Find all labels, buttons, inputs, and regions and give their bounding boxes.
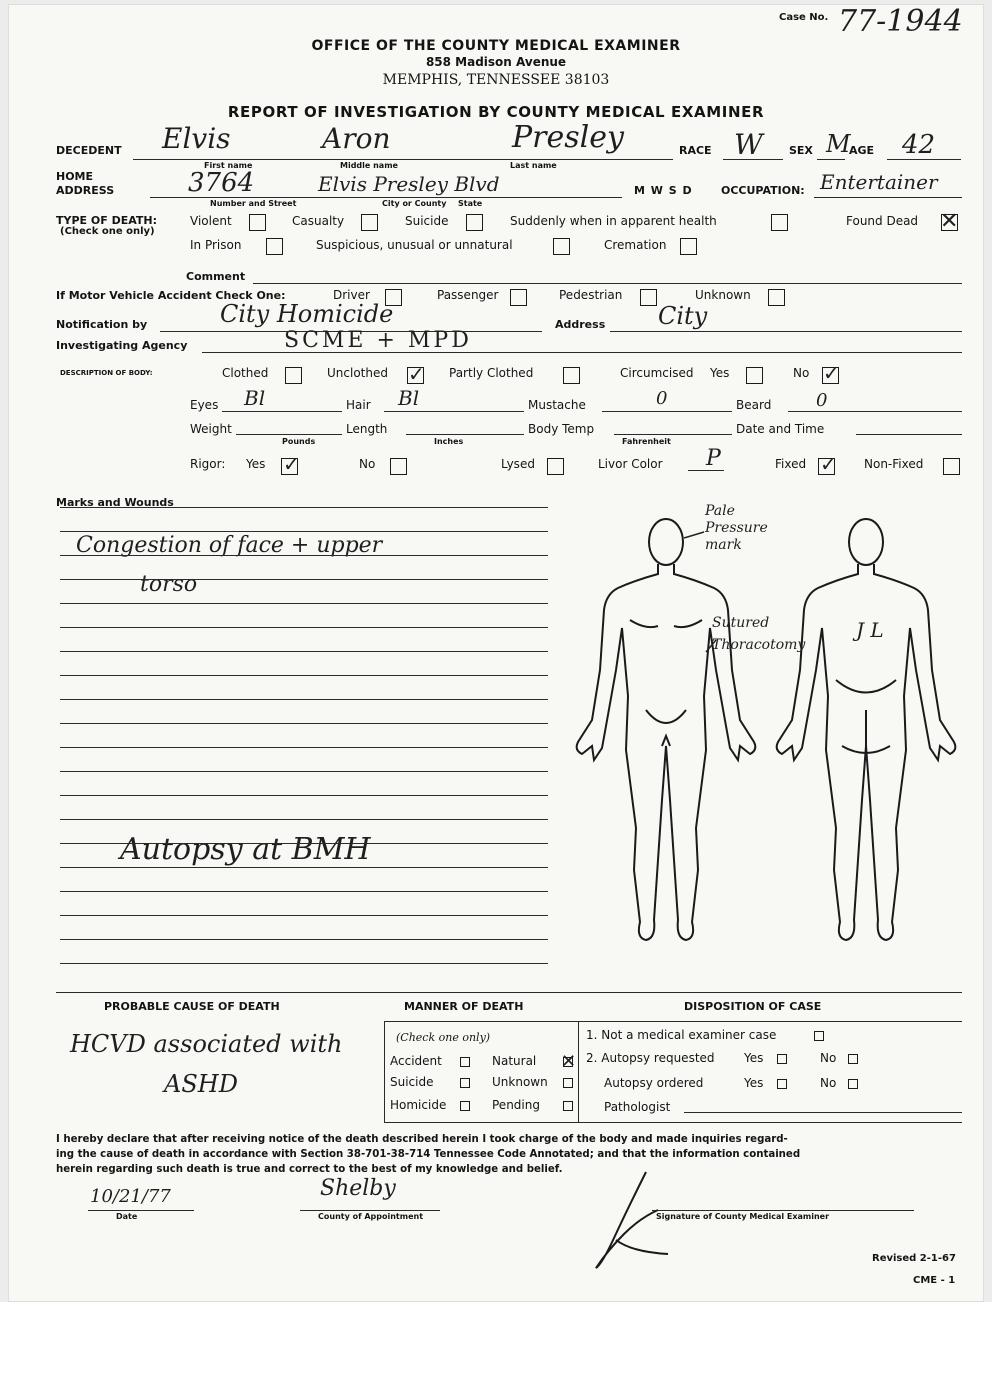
marks-ruled-line: [60, 699, 548, 700]
front-chest: [630, 620, 702, 627]
disposition-item-3: Autopsy ordered: [604, 1076, 704, 1090]
beard-value: 0: [816, 390, 828, 411]
address-line: [150, 197, 622, 198]
case-number: 77-1944: [838, 4, 963, 39]
office-street: 858 Madison Avenue: [425, 55, 567, 69]
mustache-label: Mustache: [528, 398, 586, 412]
length-label: Length: [346, 422, 388, 436]
unknown-manner-checkbox[interactable]: [563, 1078, 573, 1088]
age-value: 42: [902, 130, 936, 160]
city-county-caption: City or County: [382, 199, 447, 208]
age-line: [887, 159, 961, 160]
marks-ruled-line: [60, 579, 548, 580]
date-caption: Date: [116, 1212, 138, 1221]
pending-checkbox[interactable]: [563, 1101, 573, 1111]
requested-no-label: No: [820, 1051, 837, 1065]
front-crotch: [662, 736, 670, 746]
suspicious-checkbox[interactable]: [553, 238, 570, 255]
pedestrian-checkbox[interactable]: [640, 289, 657, 306]
back-waist: [836, 680, 896, 693]
revised-label: Revised 2-1-67: [872, 1253, 956, 1264]
marks-ruled-line: [60, 939, 548, 940]
not-me-case-checkbox[interactable]: [814, 1031, 824, 1041]
livor-label: Livor Color: [598, 457, 663, 471]
inches-caption: Inches: [434, 437, 464, 446]
beard-line: [788, 411, 962, 412]
number-street-caption: Number and Street: [210, 199, 297, 208]
comment-line: [253, 283, 962, 284]
race-label: RACE: [679, 144, 712, 157]
non-fixed-checkbox[interactable]: [943, 458, 960, 475]
ordered-no-label: No: [820, 1076, 837, 1090]
casualty-checkbox[interactable]: [361, 214, 378, 231]
beard-label: Beard: [736, 398, 772, 412]
manner-note: (Check one only): [396, 1031, 491, 1044]
pathologist-line: [684, 1112, 962, 1113]
date-time-line: [856, 434, 962, 435]
pedestrian-label: Pedestrian: [559, 288, 623, 302]
requested-yes-checkbox[interactable]: [777, 1054, 787, 1064]
manner-top-line: [384, 1021, 962, 1022]
marks-ruled-line: [60, 675, 548, 676]
front-figure: [577, 519, 756, 940]
marks-ruled-line: [60, 795, 548, 796]
manner-left-border: [384, 1021, 385, 1123]
decedent-last-name: Presley: [512, 120, 624, 155]
county-caption: County of Appointment: [318, 1212, 424, 1221]
livor-line: [688, 470, 724, 471]
last-name-caption: Last name: [510, 161, 557, 170]
in-prison-label: In Prison: [190, 238, 242, 252]
marks-ruled-line: [60, 531, 548, 532]
marks-ruled-line: [60, 723, 548, 724]
circumcised-yes-checkbox[interactable]: [746, 367, 763, 384]
marks-ruled-line: [60, 747, 548, 748]
bottom-margin: [0, 1302, 992, 1390]
decedent-line: [133, 159, 673, 160]
cause-label: PROBABLE CAUSE OF DEATH: [104, 1000, 280, 1013]
age-label: AGE: [849, 144, 875, 157]
circumcised-label: Circumcised: [620, 366, 694, 380]
marks-ruled-line: [60, 843, 548, 844]
decedent-middle-name: Aron: [322, 122, 391, 155]
unknown-manner-label: Unknown: [492, 1075, 548, 1089]
length-line: [406, 434, 524, 435]
marks-ruled-line: [60, 627, 548, 628]
autopsy-note: Autopsy at BMH: [120, 832, 371, 867]
declaration-line-2: ing the cause of death in accordance with Section 38-701-38-714 Tennessee Code Annotated; and that the information contained: [56, 1149, 801, 1160]
comment-label: Comment: [186, 270, 246, 283]
suspicious-label: Suspicious, unusual or unnatural: [316, 238, 513, 252]
description-label: DESCRIPTION OF BODY:: [60, 369, 153, 377]
agency-label: Investigating Agency: [56, 339, 188, 352]
lysed-checkbox[interactable]: [547, 458, 564, 475]
manner-bottom-line: [384, 1122, 962, 1123]
front-head: [649, 519, 683, 565]
eyes-label: Eyes: [190, 398, 219, 412]
non-fixed-label: Non-Fixed: [864, 457, 924, 471]
race-value: W: [734, 128, 763, 161]
type-of-death-label: TYPE OF DEATH:: [56, 214, 157, 227]
body-temp-label: Body Temp: [528, 422, 595, 436]
requested-no-checkbox[interactable]: [848, 1054, 858, 1064]
marks-ruled-line: [60, 867, 548, 868]
clothed-checkbox[interactable]: [285, 367, 302, 384]
date-time-label: Date and Time: [736, 422, 825, 436]
found-dead-check-mark: ✕: [940, 209, 959, 234]
ordered-yes-checkbox[interactable]: [777, 1079, 787, 1089]
cremation-label: Cremation: [604, 238, 667, 252]
mustache-line: [602, 411, 732, 412]
notification-address-value: City: [658, 302, 708, 330]
disposition-label: DISPOSITION OF CASE: [684, 1000, 822, 1013]
violent-checkbox[interactable]: [249, 214, 266, 231]
suicide-label: Suicide: [405, 214, 449, 228]
county-line: [300, 1210, 440, 1211]
middle-name-caption: Middle name: [340, 161, 398, 170]
mwsd-label: M W S D: [634, 184, 693, 197]
cause-line-2: ASHD: [164, 1070, 238, 1098]
agency-line: [202, 352, 962, 353]
violent-label: Violent: [190, 214, 232, 228]
office-title: OFFICE OF THE COUNTY MEDICAL EXAMINER: [311, 38, 681, 54]
marks-ruled-line: [60, 915, 548, 916]
office-city: MEMPHIS, TENNESSEE 38103: [382, 72, 610, 88]
declaration-line-3: herein regarding such death is true and correct to the best of my knowledge and belief.: [56, 1164, 563, 1175]
notification-label: Notification by: [56, 318, 148, 331]
marks-ruled-line: [60, 555, 548, 556]
manner-right-border: [578, 1021, 579, 1123]
pounds-caption: Pounds: [282, 437, 316, 446]
in-prison-checkbox[interactable]: [266, 238, 283, 255]
marks-ruled-line: [60, 603, 548, 604]
county-value: Shelby: [320, 1176, 396, 1201]
report-title: REPORT OF INVESTIGATION BY COUNTY MEDICAL EXAMINER: [227, 103, 765, 121]
unclothed-label: Unclothed: [327, 366, 388, 380]
notification-address-label: Address: [555, 318, 606, 331]
clothed-label: Clothed: [222, 366, 269, 380]
cause-line-1: HCVD associated with: [70, 1030, 343, 1058]
sex-line: [817, 159, 845, 160]
eyes-value: Bl: [244, 386, 266, 410]
suicide-manner-label: Suicide: [390, 1075, 434, 1089]
back-figure: [777, 519, 956, 940]
manner-label: MANNER OF DEATH: [404, 1000, 524, 1013]
casualty-label: Casualty: [292, 214, 345, 228]
back-mark: J L: [856, 618, 884, 642]
fahrenheit-caption: Fahrenheit: [622, 437, 671, 446]
eyes-line: [222, 411, 342, 412]
suicide-manner-checkbox[interactable]: [460, 1078, 470, 1088]
marks-ruled-line: [60, 891, 548, 892]
requested-yes-label: Yes: [744, 1051, 764, 1065]
first-name-caption: First name: [204, 161, 253, 170]
ordered-no-checkbox[interactable]: [848, 1079, 858, 1089]
weight-label: Weight: [190, 422, 232, 436]
decedent-label: DECEDENT: [56, 144, 122, 157]
lysed-label: Lysed: [501, 457, 535, 471]
accident-label: Accident: [390, 1054, 442, 1068]
examiner-sig-line: [652, 1210, 914, 1211]
sex-label: SEX: [789, 144, 813, 157]
case-no-label: Case No.: [779, 12, 829, 23]
circumcised-no-check-mark: ✓: [823, 361, 840, 385]
decedent-first-name: Elvis: [162, 122, 231, 155]
accident-checkbox[interactable]: [460, 1057, 470, 1067]
marks-line-1: Congestion of face + upper: [76, 533, 383, 558]
pending-label: Pending: [492, 1098, 540, 1112]
address-label: ADDRESS: [56, 184, 115, 197]
partly-clothed-checkbox[interactable]: [563, 367, 580, 384]
unknown-mv-label: Unknown: [695, 288, 751, 302]
marks-wounds-label: Marks and Wounds: [56, 496, 174, 509]
natural-label: Natural: [492, 1054, 537, 1068]
type-of-death-note: (Check one only): [60, 226, 155, 237]
back-head: [849, 519, 883, 565]
diagram-note-2: Sutured Thoracotomy: [712, 615, 806, 653]
disposition-item-1: 1. Not a medical examiner case: [586, 1028, 777, 1042]
pathologist-label: Pathologist: [604, 1100, 671, 1114]
date-line: [88, 1210, 194, 1211]
unclothed-check-mark: ✓: [408, 362, 425, 386]
marks-ruled-line: [60, 819, 548, 820]
hair-label: Hair: [346, 398, 371, 412]
suicide-checkbox[interactable]: [466, 214, 483, 231]
body-temp-line: [614, 434, 732, 435]
back-buttocks: [842, 710, 890, 753]
motor-vehicle-label: If Motor Vehicle Accident Check One:: [56, 289, 286, 302]
weight-line: [236, 434, 342, 435]
race-line: [723, 159, 783, 160]
passenger-label: Passenger: [437, 288, 499, 302]
cause-top-line: [56, 992, 962, 993]
livor-value: P: [706, 446, 721, 471]
body-diagram: [566, 510, 976, 955]
fixed-check-mark: ✓: [820, 452, 837, 476]
sex-value: M: [826, 130, 851, 158]
notification-value: City Homicide: [220, 300, 394, 328]
ordered-yes-label: Yes: [744, 1076, 764, 1090]
suddenly-label: Suddenly when in apparent health: [510, 214, 717, 228]
marks-ruled-line: [60, 651, 548, 652]
fixed-label: Fixed: [775, 457, 807, 471]
home-label: HOME: [56, 170, 94, 183]
marks-ruled-line: [60, 963, 548, 964]
address-street: Elvis Presley Blvd: [318, 172, 500, 196]
occupation-value: Entertainer: [820, 170, 938, 194]
occupation-label: OCCUPATION:: [721, 184, 805, 197]
suddenly-checkbox[interactable]: [771, 214, 788, 231]
agency-value: SCME + MPD: [284, 328, 472, 353]
natural-check-mark: ✕: [561, 1051, 577, 1072]
rigor-yes-label: Yes: [246, 457, 266, 471]
unknown-mv-checkbox[interactable]: [768, 289, 785, 306]
marks-ruled-line: [60, 507, 548, 508]
front-groin: [646, 710, 686, 723]
found-dead-label: Found Dead: [846, 214, 919, 228]
diagram-note-1: Pale Pressure mark: [705, 503, 768, 553]
signature-date: 10/21/77: [90, 1186, 171, 1207]
homicide-label: Homicide: [390, 1098, 447, 1112]
partly-clothed-label: Partly Clothed: [449, 366, 534, 380]
passenger-checkbox[interactable]: [510, 289, 527, 306]
occupation-line: [814, 197, 962, 198]
disposition-item-2: 2. Autopsy requested: [586, 1051, 715, 1065]
driver-label: Driver: [333, 288, 370, 302]
rigor-no-label: No: [359, 457, 376, 471]
rigor-no-checkbox[interactable]: [390, 458, 407, 475]
homicide-checkbox[interactable]: [460, 1101, 470, 1111]
examiner-signature: [588, 1168, 674, 1274]
hair-value: Bl: [398, 386, 420, 410]
marks-line-2: torso: [140, 572, 198, 597]
marks-ruled-line: [60, 771, 548, 772]
cremation-checkbox[interactable]: [680, 238, 697, 255]
examiner-sig-caption: Signature of County Medical Examiner: [656, 1212, 830, 1221]
address-number: 3764: [188, 168, 255, 198]
hair-line: [384, 411, 524, 412]
rigor-label: Rigor:: [190, 457, 226, 471]
state-caption: State: [458, 199, 483, 208]
form-code: CME - 1: [913, 1275, 956, 1286]
mustache-value: 0: [656, 388, 668, 409]
notification-address-line: [610, 331, 962, 332]
circumcised-no-label: No: [793, 366, 810, 380]
rigor-yes-check-mark: ✓: [283, 452, 300, 476]
declaration-line-1: I hereby declare that after receiving notice of the death described herein I took charge of the body and made inquiries regard-: [56, 1134, 788, 1145]
circumcised-yes-label: Yes: [710, 366, 730, 380]
